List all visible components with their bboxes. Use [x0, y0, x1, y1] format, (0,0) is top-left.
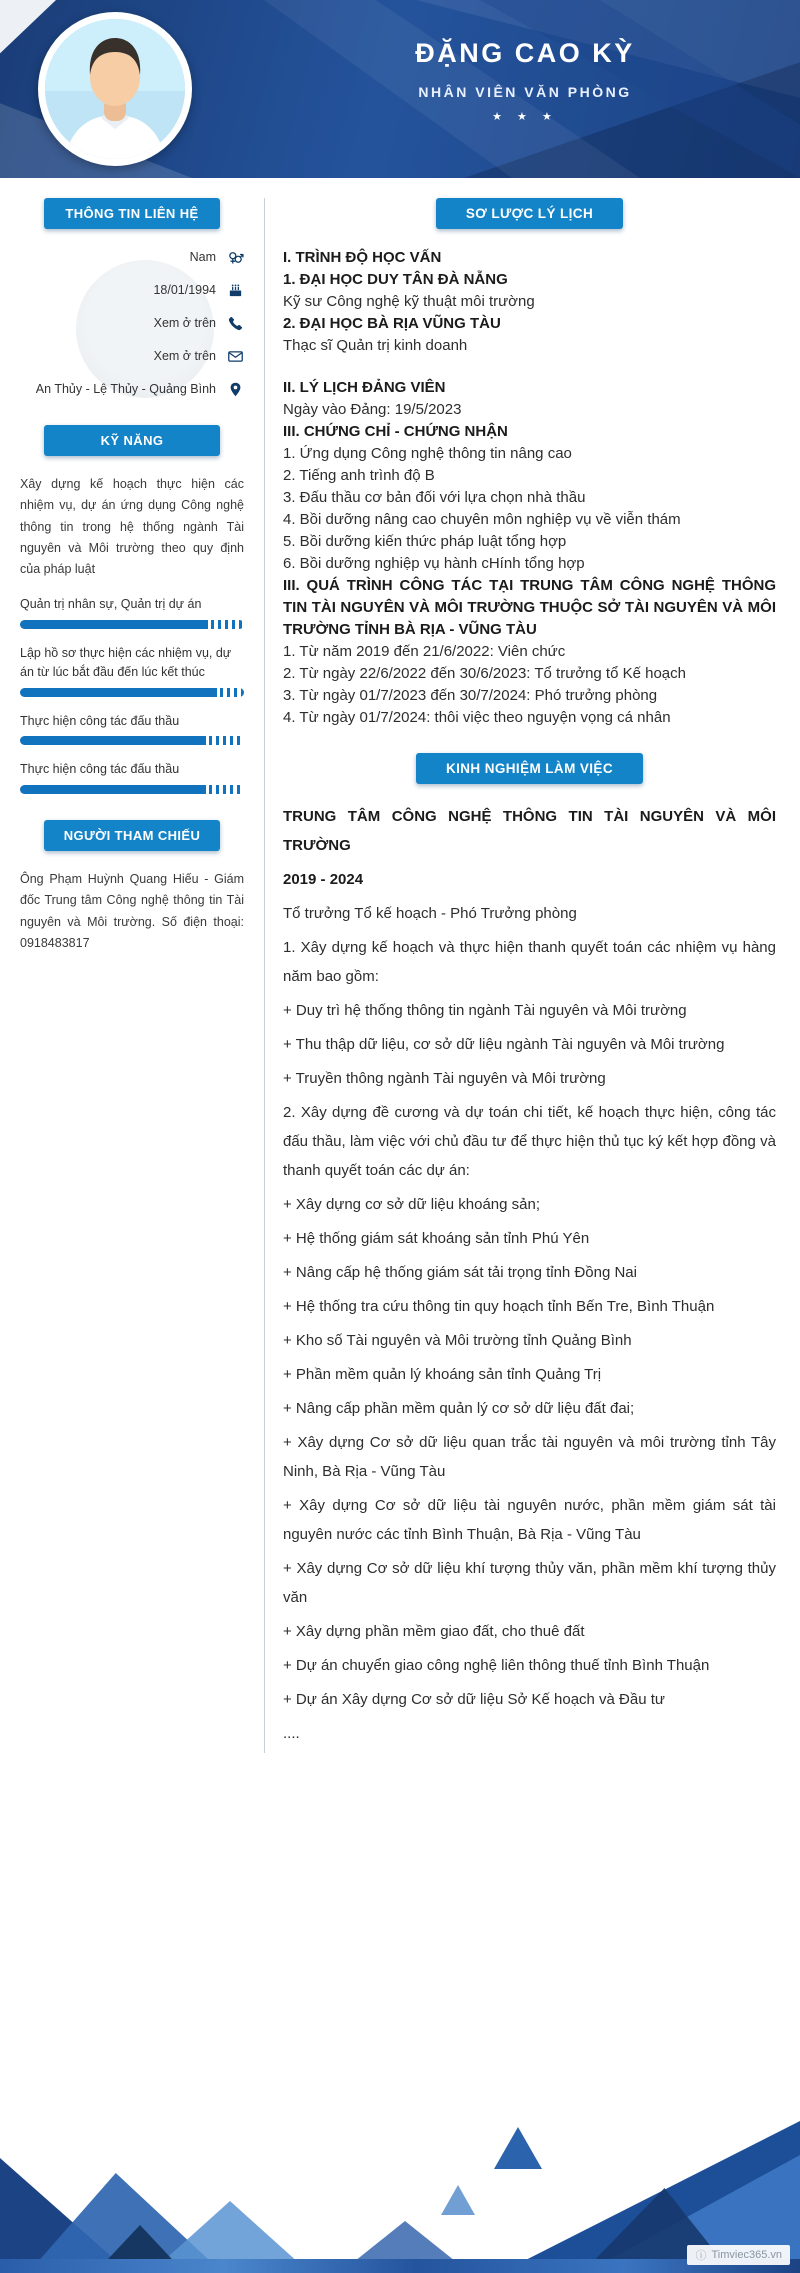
- left-column: [14, 198, 256, 1753]
- profile-line: 6. Bồi dưỡng nghiệp vụ hành cHính tổng hợp: [283, 555, 585, 572]
- cv-body: [0, 178, 800, 1813]
- contact-value: 18/01/1994: [153, 282, 216, 297]
- profile-line: 2. ĐẠI HỌC BÀ RỊA VŨNG TÀU: [283, 315, 501, 332]
- footer-decoration: [0, 2088, 800, 2273]
- right-column: [283, 198, 784, 1753]
- profile-line: 5. Bồi dưỡng kiến thức pháp luật tổng hợp: [283, 533, 567, 550]
- skill-item: [20, 712, 244, 746]
- experience-line: + Kho số Tài nguyên và Môi trường tỉnh Quảng Bình: [283, 1332, 632, 1349]
- contact-value: Xem ở trên: [153, 348, 216, 363]
- profile-line: [283, 357, 776, 377]
- skill-bar: [20, 785, 244, 794]
- section-heading-reference: NGƯỜI THAM CHIẾU: [44, 820, 220, 851]
- skill-bar-fill: [20, 736, 206, 745]
- contact-value: An Thủy - Lệ Thủy - Quảng Bình: [35, 381, 216, 396]
- experience-line: + Xây dựng Cơ sở dữ liệu khí tượng thủy văn, phần mềm khí tượng thủy văn: [283, 1560, 776, 1606]
- experience-line: + Hệ thống tra cứu thông tin quy hoạch tỉnh Bến Tre, Bình Thuận: [283, 1298, 715, 1315]
- contact-value: Nam: [189, 249, 216, 264]
- contact-item: [20, 280, 244, 300]
- section-heading-profile: SƠ LƯỢC LÝ LỊCH: [436, 198, 623, 229]
- profile-section: [283, 247, 776, 729]
- reference-text: Ông Phạm Huỳnh Quang Hiếu - Giám đốc Trung tâm Công nghệ thông tin Tài nguyên và Môi trường. Số điện thoại: 0918483817: [20, 872, 244, 950]
- experience-line: + Xây dựng Cơ sở dữ liệu tài nguyên nước, phần mềm giám sát tài nguyên nước các tỉnh Bình Thuận, Bà Rịa - Vũng Tàu: [283, 1497, 776, 1543]
- experience-line: 2. Xây dựng đề cương và dự toán chi tiết, kế hoạch thực hiện, công tác đấu thầu, làm việc với chủ đầu tư để thực hiện thủ tục ký kết hợp đồng và thanh quyết toán các dự án:: [283, 1104, 776, 1179]
- profile-line: Kỹ sư Công nghệ kỹ thuật môi trường: [283, 293, 535, 310]
- experience-line: + Hệ thống giám sát khoáng sản tỉnh Phú Yên: [283, 1230, 590, 1247]
- skill-item: [20, 760, 244, 794]
- experience-line: 2019 - 2024: [283, 871, 364, 888]
- skill-bar: [20, 620, 244, 629]
- contact-item: [20, 346, 244, 366]
- experience-line: + Xây dựng cơ sở dữ liệu khoáng sản;: [283, 1196, 540, 1213]
- profile-line: 4. Bồi dưỡng nâng cao chuyên môn nghiệp vụ về viễn thám: [283, 511, 681, 528]
- birthday-icon: [226, 281, 244, 299]
- contact-list: [20, 247, 244, 399]
- avatar-illustration: [45, 19, 185, 159]
- profile-line: 3. Đấu thầu cơ bản đối với lựa chọn nhà thầu: [283, 489, 586, 506]
- profile-line: 1. Từ năm 2019 đến 21/6/2022: Viên chức: [283, 643, 566, 660]
- contact-item: [20, 379, 244, 399]
- profile-line: III. CHỨNG CHỈ - CHỨNG NHẬN: [283, 423, 508, 440]
- watermark: [687, 2245, 790, 2265]
- column-divider: [264, 198, 265, 1753]
- experience-line: + Thu thập dữ liệu, cơ sở dữ liệu ngành Tài nguyên và Môi trường: [283, 1036, 725, 1053]
- profile-line: II. LÝ LỊCH ĐẢNG VIÊN: [283, 379, 446, 396]
- info-icon: ⓘ: [695, 2250, 707, 2262]
- profile-line: Ngày vào Đảng: 19/5/2023: [283, 401, 462, 418]
- skill-bar-ticks: [209, 785, 244, 794]
- location-icon: [226, 380, 244, 398]
- skill-label: Quản trị nhân sự, Quản trị dự án: [20, 597, 202, 612]
- watermark-label: Timviec365.vn: [711, 2249, 782, 2261]
- profile-line: 2. Tiếng anh trình độ B: [283, 467, 435, 484]
- profile-line: I. TRÌNH ĐỘ HỌC VẤN: [283, 249, 442, 266]
- experience-line: Tổ trưởng Tổ kế hoạch - Phó Trưởng phòng: [283, 905, 577, 922]
- skill-bar-fill: [20, 785, 206, 794]
- experience-line: ....: [283, 1725, 300, 1742]
- experience-line: TRUNG TÂM CÔNG NGHỆ THÔNG TIN TÀI NGUYÊN VÀ MÔI TRƯỜNG: [283, 808, 776, 854]
- cv-header: [0, 0, 800, 178]
- profile-line: 1. ĐẠI HỌC DUY TÂN ĐÀ NẴNG: [283, 271, 508, 288]
- skill-label: Thực hiện công tác đấu thầu: [20, 762, 180, 777]
- skill-label: Thực hiện công tác đấu thầu: [20, 713, 180, 728]
- footer-triangle: [494, 2127, 542, 2169]
- experience-line: + Dự án Xây dựng Cơ sở dữ liệu Sở Kế hoạch và Đầu tư: [283, 1691, 665, 1708]
- skill-list: [20, 595, 244, 794]
- skill-bar: [20, 688, 244, 697]
- experience-line: + Duy trì hệ thống thông tin ngành Tài nguyên và Môi trường: [283, 1002, 687, 1019]
- profile-photo-image: [45, 19, 185, 159]
- section-heading-experience: KINH NGHIỆM LÀM VIỆC: [416, 753, 643, 784]
- footer-triangle: [441, 2185, 475, 2215]
- skill-bar: [20, 736, 244, 745]
- experience-line: + Nâng cấp phần mềm quản lý cơ sở dữ liệu đất đai;: [283, 1400, 635, 1417]
- experience-line: + Truyền thông ngành Tài nguyên và Môi trường: [283, 1070, 606, 1087]
- experience-line: + Nâng cấp hệ thống giám sát tải trọng tỉnh Đồng Nai: [283, 1264, 637, 1281]
- skills-summary: Xây dựng kế hoạch thực hiện các nhiệm vụ, dự án ứng dụng Công nghệ thông tin trong hệ thống ngành Tài nguyên và Môi trường theo quy định của pháp luật: [20, 477, 244, 576]
- skill-label: Lập hồ sơ thực hiện các nhiệm vụ, dự án từ lúc bắt đầu đến lúc kết thúc: [20, 646, 232, 679]
- experience-line: + Phần mềm quản lý khoáng sản tỉnh Quảng Trị: [283, 1366, 602, 1383]
- footer-strip: [0, 2259, 800, 2273]
- skill-bar-ticks: [220, 688, 244, 697]
- candidate-title: NHÂN VIÊN VĂN PHÒNG: [418, 84, 632, 100]
- profile-line: 2. Từ ngày 22/6/2022 đến 30/6/2023: Tổ trưởng tổ Kế hoạch: [283, 665, 686, 682]
- section-heading-contact: THÔNG TIN LIÊN HỆ: [44, 198, 220, 229]
- experience-line: + Xây dựng Cơ sở dữ liệu quan trắc tài nguyên và môi trường tỉnh Tây Ninh, Bà Rịa - Vũng Tàu: [283, 1434, 776, 1480]
- contact-item: [20, 313, 244, 333]
- phone-icon: [226, 314, 244, 332]
- gender-icon: [226, 248, 244, 266]
- profile-line: 4. Từ ngày 01/7/2024: thôi việc theo nguyện vọng cá nhân: [283, 709, 671, 726]
- skill-item: [20, 595, 244, 629]
- rating-stars: ★ ★ ★: [492, 111, 558, 123]
- profile-line: 1. Ứng dụng Công nghệ thông tin nâng cao: [283, 445, 572, 462]
- skill-bar-ticks: [209, 736, 244, 745]
- contact-value: Xem ở trên: [153, 315, 216, 330]
- candidate-name: ĐẶNG CAO KỲ: [415, 38, 635, 68]
- experience-line: + Xây dựng phần mềm giao đất, cho thuê đất: [283, 1623, 585, 1640]
- header-text: [270, 38, 780, 123]
- experience-section: [283, 802, 776, 1748]
- skill-item: [20, 644, 244, 697]
- profile-line: 3. Từ ngày 01/7/2023 đến 30/7/2024: Phó trưởng phòng: [283, 687, 658, 704]
- experience-line: + Dự án chuyển giao công nghệ liên thông thuế tỉnh Bình Thuận: [283, 1657, 710, 1674]
- skill-bar-fill: [20, 620, 208, 629]
- profile-line: Thạc sĩ Quản trị kinh doanh: [283, 337, 468, 354]
- skill-bar-fill: [20, 688, 217, 697]
- skill-bar-ticks: [211, 620, 244, 629]
- email-icon: [226, 347, 244, 365]
- section-heading-skills: KỸ NĂNG: [44, 425, 220, 456]
- contact-item: [20, 247, 244, 267]
- profile-line: III. QUÁ TRÌNH CÔNG TÁC TẠI TRUNG TÂM CÔNG NGHỆ THÔNG TIN TÀI NGUYÊN VÀ MÔI TRƯỜNG THUỘC SỞ TÀI NGUYÊN VÀ MÔI TRƯỜNG TỈNH BÀ RỊA - VŨNG TÀU: [283, 577, 776, 638]
- profile-photo: [38, 12, 192, 166]
- experience-line: 1. Xây dựng kế hoạch và thực hiện thanh quyết toán các nhiệm vụ hàng năm bao gồm:: [283, 939, 776, 985]
